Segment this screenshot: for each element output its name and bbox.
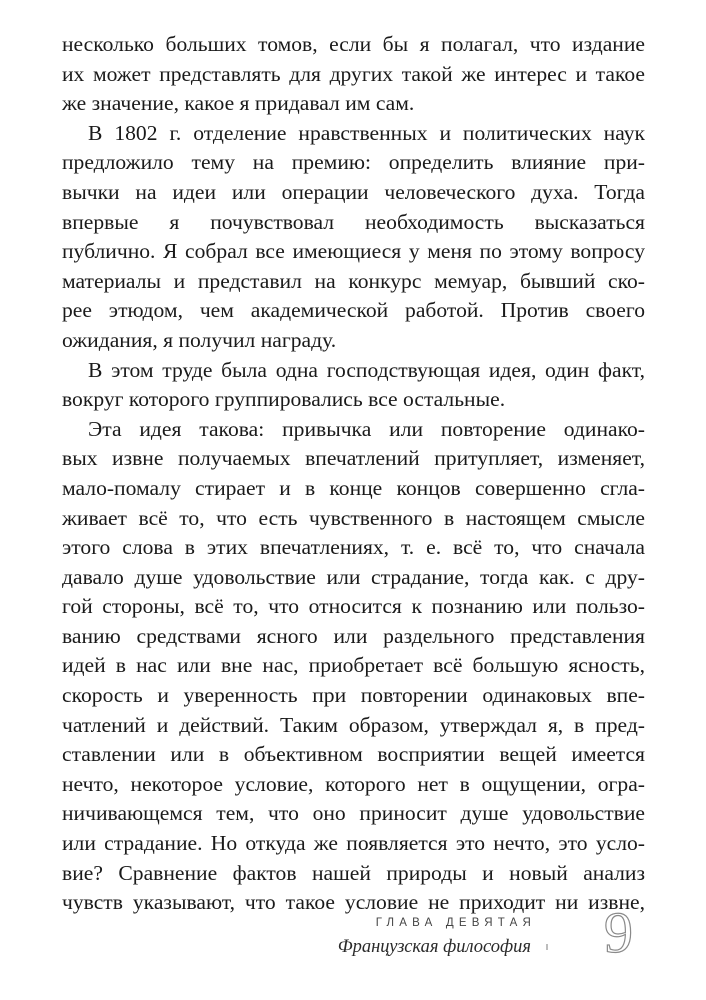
text-line: В этом труде была одна господствующая идея, один факт, [88, 357, 645, 382]
margin-mark [546, 944, 548, 950]
text-line: ничивающемся тем, что оно приносит душе удовольствие [62, 801, 645, 826]
section-title: Французская философия [337, 937, 531, 957]
text-line: несколько больших томов, если бы я полагал, что издание [62, 32, 645, 56]
text-line: ожидания, я получил награду. [62, 327, 337, 352]
text-line: публично. Я собрал все имеющиеся у меня по этому вопросу [62, 239, 645, 264]
text-line: вычки на идеи или операции человеческого духа. Тогда [62, 179, 645, 204]
text-line: материалы и представил на конкурс мемуар, бывший ско- [62, 268, 645, 293]
text-line: вие? Сравнение фактов нашей природы и новый анализ [62, 860, 645, 885]
text-line: рее этюдом, чем академической работой. Против своего [62, 298, 645, 323]
page-number: 9 [604, 900, 633, 965]
text-line: живает всё то, что есть чувственного в настоящем смысле [62, 505, 645, 530]
text-line: ванию средствами ясного или раздельного представления [62, 623, 645, 648]
text-line: чатлений и действий. Таким образом, утверждал я, в пред- [62, 712, 645, 737]
text-line: давало душе удовольствие или страдание, тогда как. с дру- [62, 564, 645, 589]
text-line: впервые я почувствовал необходимость высказаться [62, 209, 645, 234]
text-line: скорость и уверенность при повторении одинаковых впе- [62, 683, 645, 708]
text-line: этого слова в этих впечатлениях, т. е. всё то, что сначала [62, 535, 645, 560]
text-line: вокруг которого группировались все остальные. [62, 387, 506, 412]
body-text [62, 30, 645, 918]
text-line: или страдание. Но откуда же появляется это нечто, это усло- [62, 831, 645, 856]
text-line: вых извне получаемых впечатлений притупляет, изменяет, [62, 446, 645, 471]
text-line: мало-помалу стирает и в конце концов совершенно сгла- [62, 475, 645, 500]
text-line: В 1802 г. отделение нравственных и политических наук [88, 120, 645, 145]
text-line: идей в нас или вне нас, приобретает всё большую ясность, [62, 653, 645, 678]
text-line: Эта идея такова: привычка или повторение одинако- [88, 416, 645, 441]
text-line: ставлении или в объективном восприятии вещей имеется [62, 742, 645, 767]
text-line: гой стороны, всё то, что относится к познанию или пользо- [62, 594, 645, 619]
text-line: нечто, некоторое условие, которого нет в ощущении, огра- [62, 771, 645, 796]
text-line: их может представлять для других такой же интерес и такое [62, 61, 645, 86]
text-line: чувств указывают, что такое условие не приходит ни извне, [62, 890, 645, 915]
text-line: предложило тему на премию: определить влияние при- [62, 150, 645, 175]
text-line: же значение, какое я придавал им сам. [62, 91, 415, 116]
chapter-label: ГЛАВА ДЕВЯТАЯ [375, 917, 536, 929]
